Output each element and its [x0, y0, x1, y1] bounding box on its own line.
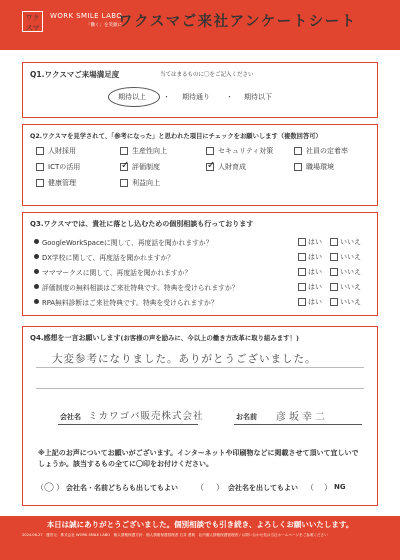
- option1-circle-mark: 〇: [44, 483, 55, 494]
- q3-question: DX学校に関して、再度話を聞かれますか？: [42, 254, 175, 262]
- page-title: ワクスマご来社アンケートシート: [118, 14, 357, 30]
- q3-question: 評価制度の無料相談はご来社特典です。特典を受けられますか？: [42, 284, 239, 292]
- q2-option-label: 人財採用: [48, 147, 76, 155]
- name-label: お名前: [236, 413, 257, 421]
- q1-hint: 当てはまるものに〇をご記入ください: [160, 72, 254, 78]
- q2-checkbox-2[interactable]: [206, 147, 214, 155]
- q2-checkbox-1[interactable]: [120, 147, 128, 155]
- q3-checkbox-yes[interactable]: [298, 238, 306, 246]
- q3-bullet: [34, 254, 39, 259]
- q3-question: マママークスに関して、再度話を聞かれますか？: [42, 269, 192, 277]
- q1-title: Q1.ワクスマご来場満足度: [30, 70, 120, 79]
- q2-checkbox-6[interactable]: [206, 163, 214, 171]
- logo-icon: [22, 11, 43, 32]
- q2-option-label: セキュリティ対策: [218, 147, 274, 155]
- q3-bullet: [34, 269, 39, 274]
- publication-notice: ※上記のお声についてお願いがございます。インターネットや印刷物などに掲載させて頂いて宜しいでしょうか。該当するもの全てに〇印をお付けください。: [38, 449, 359, 468]
- q3-no-label: いいえ: [340, 298, 361, 306]
- footer-message: 本日は誠にありがとうございました。個別相談でも引き続き、よろしくお願いいたします。: [46, 520, 354, 529]
- q3-checkbox-no[interactable]: [330, 238, 338, 246]
- q3-no-label: いいえ: [340, 268, 361, 276]
- bracket-open: （: [196, 483, 204, 492]
- q2-option-label: 利益向上: [132, 179, 160, 187]
- logo-text: ワク スマ: [25, 14, 40, 32]
- q2-option-label: 生産性向上: [132, 147, 167, 155]
- q2-checkbox-3[interactable]: [294, 147, 302, 155]
- q3-checkbox-no[interactable]: [330, 268, 338, 276]
- q3-title: Q3.ワクスマでは、貴社に落とし込むための個別相談も行っております: [30, 220, 254, 228]
- company-field[interactable]: ミカワゴバ販売株式会社: [88, 411, 204, 422]
- q2-option-label: 職場環境: [306, 163, 334, 171]
- q3-checkbox-yes[interactable]: [298, 268, 306, 276]
- q2-option-label: ICTの活用: [48, 163, 81, 171]
- q2-title: Q2.ワクスマを見学されて、「参考になった」と思われた項目にチェックをお願いします（複数回答可）: [30, 133, 322, 140]
- q3-checkbox-yes[interactable]: [298, 283, 306, 291]
- q2-checkbox-5[interactable]: [120, 163, 128, 171]
- q3-question: RPA無料診断はご来社特典です。特典を受けられますか？: [42, 299, 218, 307]
- q2-option-label: 社員の定着率: [306, 147, 348, 155]
- publish-option-ng[interactable]: NG: [334, 483, 346, 491]
- answer-line-1: [36, 367, 364, 368]
- q3-checkbox-yes[interactable]: [298, 298, 306, 306]
- q3-checkbox-yes[interactable]: [298, 253, 306, 261]
- brand-tagline: 「働く」を笑顔に: [86, 23, 122, 28]
- q2-option-label: 健康管理: [48, 179, 76, 187]
- q3-no-label: いいえ: [340, 283, 361, 291]
- q3-no-label: いいえ: [340, 238, 361, 246]
- q3-checkbox-no[interactable]: [330, 283, 338, 291]
- bracket-close: ）: [56, 483, 64, 492]
- q3-no-label: いいえ: [340, 253, 361, 261]
- company-label: 会社名: [60, 413, 81, 421]
- q3-question: GoogleWorkSpaceに関して、再度話を聞かれますか？: [42, 239, 213, 247]
- q3-checkbox-no[interactable]: [330, 298, 338, 306]
- q2-checkbox-4[interactable]: [36, 163, 44, 171]
- q2-checkbox-8[interactable]: [36, 179, 44, 187]
- q3-checkbox-no[interactable]: [330, 253, 338, 261]
- name-field[interactable]: 彦坂幸二: [276, 412, 328, 423]
- answer-line-2: [36, 388, 364, 389]
- q3-yes-label: はい: [308, 253, 322, 261]
- q1-option-below[interactable]: 期待以下: [244, 93, 272, 101]
- q2-checkbox-0[interactable]: [36, 147, 44, 155]
- q3-bullet: [34, 284, 39, 289]
- bracket-close: ）: [216, 483, 224, 492]
- publish-option-company[interactable]: 会社名を出してもよい: [228, 484, 298, 492]
- q1-separator: ・: [163, 93, 170, 101]
- company-underline: [58, 424, 198, 425]
- q2-option-label: 評価制度: [132, 163, 160, 171]
- q1-option-meets[interactable]: 期待通り: [182, 93, 210, 101]
- q1-separator: ・: [226, 93, 233, 101]
- q3-yes-label: はい: [308, 238, 322, 246]
- bracket-open: （: [36, 483, 44, 492]
- q2-checkbox-7[interactable]: [294, 163, 302, 171]
- q2-checkbox-9[interactable]: [120, 179, 128, 187]
- footer-note: 2024.06.27 運営元：株式会社 WORK SMILE LABO 個人情報保護方針：個人情報保護管理者 石井 勇典 社内個人情報保護管理者 / お問い合わせ先は当社ホームページをご参照ください: [22, 533, 328, 537]
- q3-yes-label: はい: [308, 298, 322, 306]
- q4-answer[interactable]: 大変参考になりました。ありがとうございました。: [52, 353, 317, 365]
- publish-option-both[interactable]: 会社名・名前どちらも出してもよい: [66, 484, 178, 492]
- q4-title-note: (お客様の声を励みに、今以上の働き方改革に取り組みます！): [120, 334, 299, 342]
- bracket-open: （: [306, 483, 314, 492]
- brand-name: WORK SMILE LABO: [50, 12, 123, 20]
- q2-option-label: 人財育成: [218, 163, 246, 171]
- name-underline: [234, 424, 362, 425]
- q1-option-above[interactable]: 期待以上: [118, 93, 146, 101]
- q4-title: [30, 333, 299, 343]
- q4-title-text: Q4.感想を一言お願いします: [30, 334, 121, 342]
- q3-bullet: [34, 299, 39, 304]
- q3-yes-label: はい: [308, 283, 322, 291]
- q3-yes-label: はい: [308, 268, 322, 276]
- bracket-close: ）: [324, 483, 332, 492]
- q3-bullet: [34, 239, 39, 244]
